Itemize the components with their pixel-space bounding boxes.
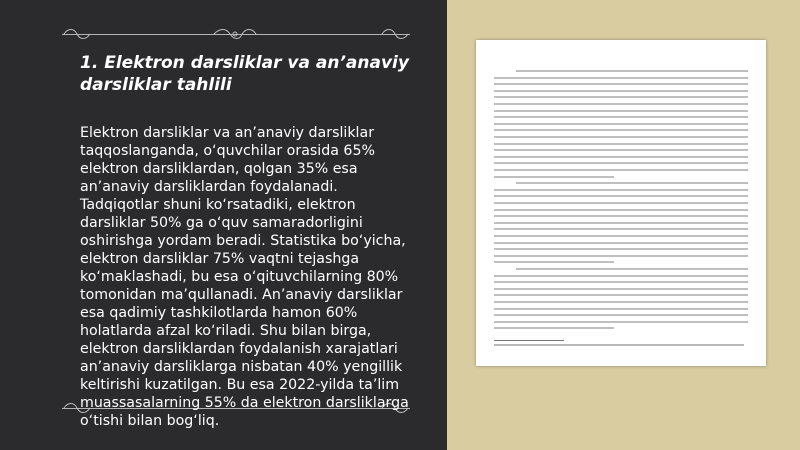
- document-text-line: [494, 288, 748, 290]
- document-page-thumbnail: [476, 40, 766, 366]
- document-text-line: [516, 182, 748, 184]
- document-text-line: [494, 255, 748, 257]
- document-text-line: [494, 96, 748, 98]
- document-text-line: [494, 176, 614, 178]
- document-text-line: [494, 156, 748, 158]
- document-text-line: [494, 222, 748, 224]
- document-text-line: [494, 228, 748, 230]
- document-text-line: [494, 149, 748, 151]
- document-text-line: [494, 90, 748, 92]
- document-text-line: [494, 189, 748, 191]
- document-text-line: [494, 110, 748, 112]
- ornament-scroll-icon: [62, 28, 92, 40]
- document-text-line: [516, 268, 748, 270]
- document-text-line: [494, 77, 748, 79]
- document-text-line: [494, 301, 748, 303]
- document-text-line: [494, 136, 748, 138]
- document-text-line: [494, 321, 748, 323]
- document-text-line: [494, 123, 748, 125]
- document-text-line: [494, 116, 748, 118]
- document-text-line: [494, 308, 748, 310]
- document-text-line: [494, 143, 748, 145]
- document-text-line: [516, 70, 748, 72]
- document-text-line: [494, 129, 748, 131]
- document-text-line: [494, 275, 748, 277]
- slide-title: 1. Elektron darsliklar va an’anaviy darsliklar tahlili: [80, 53, 409, 95]
- document-text-line: [494, 103, 748, 105]
- document-text-line: [494, 215, 748, 217]
- document-text-line: [494, 235, 748, 237]
- document-text-line: [494, 169, 748, 171]
- ornament-scroll-icon: [380, 28, 410, 40]
- footnote-rule: [494, 340, 564, 341]
- document-text-line: [494, 281, 748, 283]
- document-text-line: [494, 314, 748, 316]
- document-text-line: [494, 248, 748, 250]
- document-text-line: [494, 294, 748, 296]
- document-text-line: [494, 162, 748, 164]
- document-text-line: [494, 327, 614, 329]
- document-text-line: [494, 209, 748, 211]
- document-text-line: [494, 83, 748, 85]
- document-text-line: [494, 202, 748, 204]
- footnote-line: [494, 344, 744, 346]
- document-text-line: [494, 261, 614, 263]
- slide-body-text: Elektron darsliklar va an’anaviy darsliklar taqqoslanganda, o‘quvchilar orasida 65% elektron darsliklardan, qolgan 35% esa an’anaviy darsliklardan foydalanadi. Tadqiqotlar shuni ko‘rsatadiki, elektron darsliklar 50% ga o‘quv samaradorligini oshirishga yordam beradi. Statistika bo‘yicha, elektron darsliklar 75% vaqtni tejashga ko‘maklashadi, bu esa o‘qituvchilarning 80% tomonidan ma’qullanadi. An’anaviy darsliklar esa qadimiy tashkilotlarda hamon 60% holatlarda afzal ko‘riladi. Shu bilan birga, elektron darsliklardan foydalanish xarajatlari an’anaviy darsliklarga nisbatan 40% yengillik keltirishi kuzatilgan. Bu esa 2022-yilda ta’lim muassasalarning 55% da elektron darsliklarga o‘tishi bilan bog‘liq.: [80, 125, 409, 429]
- document-text-line: [494, 242, 748, 244]
- ornament-scroll-icon: [212, 28, 258, 40]
- document-text-line: [494, 195, 748, 197]
